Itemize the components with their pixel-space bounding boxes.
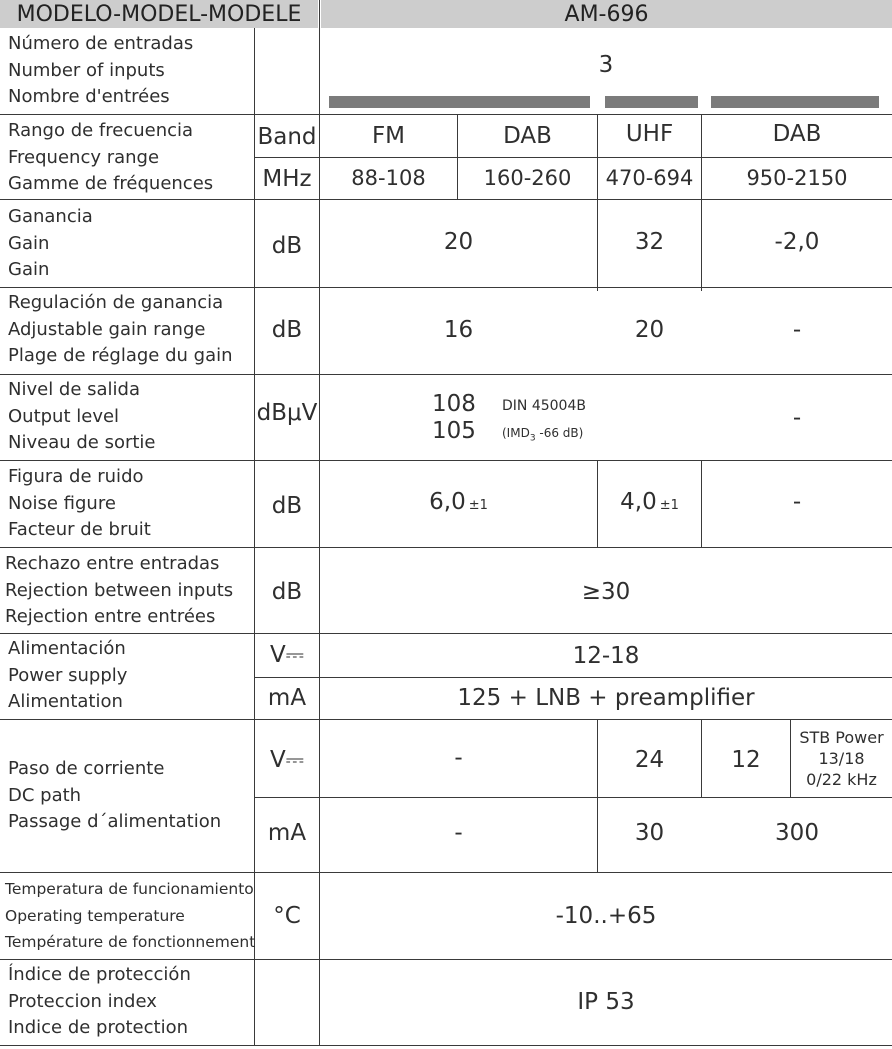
gain-regulation-dab-l: -: [792, 317, 802, 343]
dc-path-voltage-dab-l: 12: [731, 747, 761, 773]
band-dab-l: DAB: [772, 121, 822, 147]
label-es: Alimentación: [8, 638, 126, 659]
input-bar: [329, 96, 590, 108]
mhz-unit: MHz: [262, 166, 312, 192]
label-fr: Alimentation: [8, 691, 123, 712]
output-level-value-2: 105: [432, 418, 476, 444]
frequency-label: [8, 118, 213, 198]
label-en: Adjustable gain range: [8, 318, 206, 340]
power-current-unit: mA: [267, 685, 307, 711]
gain-uhf: 32: [634, 229, 665, 255]
noise-figure-label: [8, 464, 151, 544]
label-fr: Rejection entre entrées: [5, 606, 216, 627]
band-dab: DAB: [503, 123, 552, 149]
label-fr: Passage d´alimentation: [8, 811, 222, 832]
input-bar: [605, 96, 698, 108]
temperature-unit: °C: [273, 903, 301, 929]
label-en: Number of inputs: [8, 59, 165, 81]
label-fr: Température de fonctionnement: [5, 933, 256, 951]
protection-value: IP 53: [577, 989, 635, 1015]
label-es: Temperatura de funcionamiento: [5, 880, 254, 898]
power-voltage-value: 12-18: [572, 643, 640, 669]
dc-path-voltage-fm-dab: -: [454, 745, 463, 771]
range-dab-l: 950-2150: [746, 166, 848, 190]
row-divider: [0, 633, 892, 634]
label-fr: Nombre d'entrées: [8, 86, 170, 107]
range-dab: 160-260: [483, 166, 572, 190]
row-divider: [0, 199, 892, 200]
rejection-value: ≥30: [581, 579, 631, 605]
row-divider: [254, 797, 892, 798]
label-en: Power supply: [8, 664, 128, 686]
label-fr: Plage de réglage du gain: [8, 345, 233, 366]
noise-value: 4,0: [620, 489, 657, 515]
range-uhf: 470-694: [605, 166, 694, 190]
noise-tolerance: ±1: [468, 497, 488, 513]
label-en: DC path: [8, 784, 82, 806]
row-divider: [0, 719, 892, 720]
label-es: Paso de corriente: [8, 758, 165, 779]
dc-path-stb-power: [791, 725, 892, 791]
power-current-value: 125 + LNB + preamplifier: [457, 685, 755, 711]
row-divider: [0, 959, 892, 960]
dc-path-label: [8, 756, 221, 836]
label-fr: Niveau de sortie: [8, 432, 156, 453]
gain-label: [8, 204, 93, 284]
label-en: Proteccion index: [8, 990, 157, 1012]
inputs-value: 3: [598, 52, 614, 78]
gain-dab-l: -2,0: [774, 229, 820, 255]
output-level-standard: DIN 45004B: [502, 398, 586, 414]
inputs-label: [8, 31, 193, 111]
input-bar: [711, 96, 879, 108]
rejection-label: [5, 551, 233, 631]
label-es: Rango de frecuencia: [8, 120, 194, 141]
label-en: Operating temperature: [5, 906, 185, 925]
dc-path-current-dab-l: 300: [775, 820, 819, 846]
dc-path-current-uhf: 30: [634, 820, 665, 846]
noise-figure-uhf: [598, 484, 701, 520]
row-divider: [0, 1045, 892, 1046]
dc-path-voltage-unit: V⎓: [269, 747, 305, 773]
dc-path-current-unit: mA: [267, 820, 307, 846]
dc-path-current-fm-dab: -: [454, 820, 463, 846]
label-es: Regulación de ganancia: [8, 292, 224, 313]
label-fr: Gamme de fréquences: [8, 173, 214, 194]
rejection-unit: dB: [271, 579, 303, 605]
label-fr: Gain: [8, 259, 50, 280]
gain-regulation-uhf: 20: [634, 317, 665, 343]
power-supply-label: [8, 636, 127, 716]
output-level-dab-l: -: [792, 405, 802, 431]
label-es: Índice de protección: [8, 964, 191, 985]
gain-regulation-fm-dab: 16: [443, 317, 474, 343]
imd-subscript: 3: [529, 433, 536, 444]
temperature-label: [5, 876, 255, 956]
output-level-label: [8, 377, 156, 457]
gain-regulation-unit: dB: [271, 317, 303, 343]
label-es: Rechazo entre entradas: [5, 553, 220, 574]
stb-line: 0/22 kHz: [806, 769, 877, 789]
model-code: AM-696: [321, 0, 892, 28]
label-en: Rejection between inputs: [5, 579, 234, 601]
noise-figure-unit: dB: [271, 493, 303, 519]
stb-line: STB Power: [799, 727, 884, 747]
output-level-imd-note: [502, 426, 583, 443]
noise-figure-dab-l: -: [792, 489, 802, 515]
label-en: Frequency range: [8, 146, 160, 168]
output-level-unit: dBμV: [256, 400, 318, 426]
label-en: Noise figure: [8, 492, 116, 514]
output-level-value-1: 108: [432, 391, 476, 417]
gain-regulation-label: [8, 290, 233, 370]
model-header-label: MODELO-MODEL-MODELE: [0, 0, 318, 28]
band-uhf: UHF: [625, 121, 674, 147]
gain-unit: dB: [271, 233, 303, 259]
row-divider: [0, 374, 892, 375]
label-es: Ganancia: [8, 206, 93, 227]
row-divider: [0, 547, 892, 548]
label-fr: Indice de protection: [8, 1017, 189, 1038]
row-divider: [0, 460, 892, 461]
label-en: Gain: [8, 232, 50, 254]
noise-figure-fm-dab: [320, 484, 597, 520]
label-es: Figura de ruido: [8, 466, 144, 487]
row-divider: [254, 677, 892, 678]
label-fr: Facteur de bruit: [8, 519, 151, 540]
band-unit: Band: [257, 124, 317, 150]
stb-line: 13/18: [818, 748, 865, 768]
row-divider: [0, 872, 892, 873]
gain-fm-dab: 20: [443, 229, 474, 255]
imd-prefix: (IMD: [502, 426, 530, 440]
imd-suffix: -66 dB): [535, 426, 584, 440]
temperature-value: -10..+65: [555, 903, 657, 929]
row-divider: [0, 287, 892, 288]
noise-value: 6,0: [429, 489, 466, 515]
dc-path-voltage-uhf: 24: [634, 747, 665, 773]
power-voltage-unit: V⎓: [269, 642, 305, 668]
label-es: Número de entradas: [8, 33, 194, 54]
noise-tolerance: ±1: [659, 497, 679, 513]
range-fm: 88-108: [351, 166, 426, 190]
band-fm: FM: [371, 123, 406, 149]
label-es: Nivel de salida: [8, 379, 141, 400]
label-en: Output level: [8, 405, 120, 427]
protection-label: [8, 962, 191, 1042]
